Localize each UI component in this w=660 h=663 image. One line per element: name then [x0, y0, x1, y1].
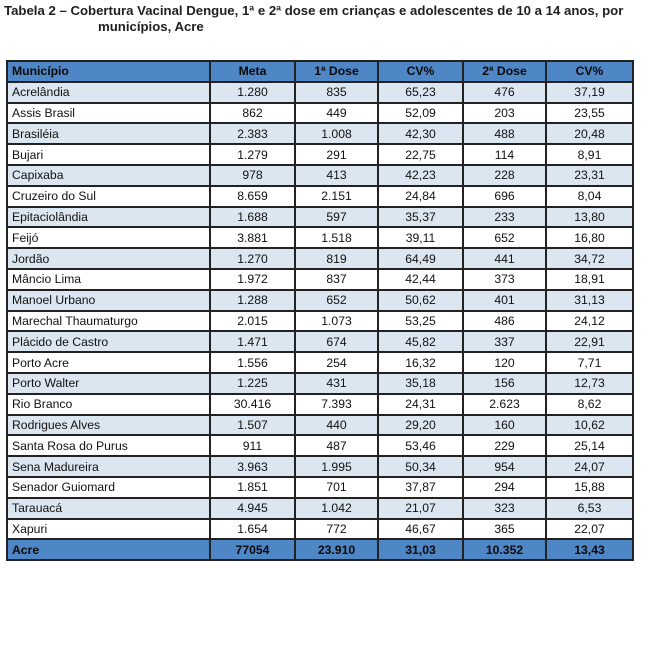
cell-municipio: Senador Guiomard — [7, 477, 210, 498]
cell-municipio: Manoel Urbano — [7, 290, 210, 311]
cell-meta: 30.416 — [210, 394, 295, 415]
table-row — [7, 435, 633, 456]
cell-dose-2: 652 — [463, 227, 546, 248]
cell-meta: 978 — [210, 165, 295, 186]
cell-meta: 3.881 — [210, 227, 295, 248]
total-cell-cv-1: 31,03 — [378, 539, 463, 560]
cell-dose-1: 431 — [295, 373, 378, 394]
cell-dose-1: 652 — [295, 290, 378, 311]
cell-municipio: Assis Brasil — [7, 103, 210, 124]
cell-dose-2: 114 — [463, 144, 546, 165]
cell-municipio: Bujari — [7, 144, 210, 165]
table-row — [7, 248, 633, 269]
cell-dose-2: 228 — [463, 165, 546, 186]
total-cell-dose-2: 10.352 — [463, 539, 546, 560]
cell-cv-1: 39,11 — [378, 227, 463, 248]
table-row — [7, 352, 633, 373]
cell-cv-1: 65,23 — [378, 82, 463, 103]
cell-dose-1: 674 — [295, 331, 378, 352]
cell-cv-1: 46,67 — [378, 519, 463, 540]
cell-cv-2: 24,12 — [546, 311, 633, 332]
cell-municipio: Feijó — [7, 227, 210, 248]
header-row — [7, 61, 633, 82]
caption-line-2: municípios, Acre — [98, 19, 204, 34]
cell-municipio: Tarauacá — [7, 498, 210, 519]
header-dose-2: 2ª Dose — [463, 61, 546, 82]
cell-meta: 8.659 — [210, 186, 295, 207]
cell-dose-2: 294 — [463, 477, 546, 498]
cell-cv-2: 8,04 — [546, 186, 633, 207]
caption-line-1: Tabela 2 – Cobertura Vacinal Dengue, 1ª e 2ª dose em crianças e adolescentes de 10 a 14 anos, por — [4, 3, 624, 18]
header-municipio: Município — [7, 61, 210, 82]
header-cv-2: CV% — [546, 61, 633, 82]
cell-cv-1: 37,87 — [378, 477, 463, 498]
table-row — [7, 394, 633, 415]
cell-cv-2: 8,91 — [546, 144, 633, 165]
header-cv-1: CV% — [378, 61, 463, 82]
table-row — [7, 311, 633, 332]
cell-dose-1: 487 — [295, 435, 378, 456]
cell-cv-1: 21,07 — [378, 498, 463, 519]
cell-municipio: Jordão — [7, 248, 210, 269]
cell-dose-2: 160 — [463, 415, 546, 436]
cell-cv-2: 7,71 — [546, 352, 633, 373]
cell-meta: 1.688 — [210, 207, 295, 228]
cell-cv-1: 52,09 — [378, 103, 463, 124]
cell-cv-2: 20,48 — [546, 123, 633, 144]
cell-dose-2: 401 — [463, 290, 546, 311]
table-row — [7, 415, 633, 436]
table-row — [7, 477, 633, 498]
cell-cv-1: 53,25 — [378, 311, 463, 332]
cell-dose-1: 837 — [295, 269, 378, 290]
cell-meta: 1.280 — [210, 82, 295, 103]
cell-cv-1: 42,44 — [378, 269, 463, 290]
cell-cv-2: 31,13 — [546, 290, 633, 311]
table-row — [7, 456, 633, 477]
table-row — [7, 269, 633, 290]
cell-cv-2: 8,62 — [546, 394, 633, 415]
cell-cv-1: 53,46 — [378, 435, 463, 456]
cell-dose-2: 954 — [463, 456, 546, 477]
table-row — [7, 123, 633, 144]
cell-meta: 2.015 — [210, 311, 295, 332]
cell-dose-2: 233 — [463, 207, 546, 228]
cell-municipio: Rodrigues Alves — [7, 415, 210, 436]
cell-cv-2: 22,91 — [546, 331, 633, 352]
table-caption — [4, 3, 644, 35]
cell-cv-1: 64,49 — [378, 248, 463, 269]
cell-cv-1: 45,82 — [378, 331, 463, 352]
cell-meta: 3.963 — [210, 456, 295, 477]
cell-dose-1: 413 — [295, 165, 378, 186]
cell-municipio: Rio Branco — [7, 394, 210, 415]
cell-municipio: Mâncio Lima — [7, 269, 210, 290]
cell-municipio: Porto Acre — [7, 352, 210, 373]
total-cell-cv-2: 13,43 — [546, 539, 633, 560]
total-cell-meta: 77054 — [210, 539, 295, 560]
cell-cv-2: 37,19 — [546, 82, 633, 103]
table-row — [7, 373, 633, 394]
cell-dose-2: 373 — [463, 269, 546, 290]
cell-cv-1: 29,20 — [378, 415, 463, 436]
cell-meta: 1.972 — [210, 269, 295, 290]
cell-cv-2: 13,80 — [546, 207, 633, 228]
cell-dose-2: 229 — [463, 435, 546, 456]
table-row — [7, 144, 633, 165]
table-row — [7, 103, 633, 124]
cell-meta: 862 — [210, 103, 295, 124]
cell-meta: 1.225 — [210, 373, 295, 394]
header-meta: Meta — [210, 61, 295, 82]
cell-dose-1: 701 — [295, 477, 378, 498]
table-row — [7, 331, 633, 352]
cell-dose-2: 337 — [463, 331, 546, 352]
cell-municipio: Porto Walter — [7, 373, 210, 394]
cell-cv-1: 24,31 — [378, 394, 463, 415]
cell-municipio: Brasiléia — [7, 123, 210, 144]
cell-dose-2: 476 — [463, 82, 546, 103]
cell-meta: 1.507 — [210, 415, 295, 436]
cell-municipio: Epitaciolândia — [7, 207, 210, 228]
table-row — [7, 186, 633, 207]
cell-dose-1: 440 — [295, 415, 378, 436]
cell-cv-2: 15,88 — [546, 477, 633, 498]
cell-meta: 1.471 — [210, 331, 295, 352]
cell-dose-1: 835 — [295, 82, 378, 103]
table-row — [7, 165, 633, 186]
cell-cv-2: 22,07 — [546, 519, 633, 540]
cell-meta: 2.383 — [210, 123, 295, 144]
cell-municipio: Capixaba — [7, 165, 210, 186]
cell-meta: 1.556 — [210, 352, 295, 373]
cell-dose-2: 156 — [463, 373, 546, 394]
cell-dose-1: 597 — [295, 207, 378, 228]
cell-cv-1: 42,23 — [378, 165, 463, 186]
cell-cv-2: 16,80 — [546, 227, 633, 248]
table-row — [7, 519, 633, 540]
cell-municipio: Xapuri — [7, 519, 210, 540]
cell-municipio: Santa Rosa do Purus — [7, 435, 210, 456]
total-row — [7, 539, 633, 560]
cell-dose-1: 2.151 — [295, 186, 378, 207]
cell-cv-2: 24,07 — [546, 456, 633, 477]
cell-dose-2: 441 — [463, 248, 546, 269]
cell-meta: 4.945 — [210, 498, 295, 519]
vaccination-coverage-table — [6, 60, 634, 561]
cell-dose-1: 1.042 — [295, 498, 378, 519]
cell-cv-2: 23,31 — [546, 165, 633, 186]
cell-dose-1: 291 — [295, 144, 378, 165]
total-cell-municipio: Acre — [7, 539, 210, 560]
cell-meta: 1.288 — [210, 290, 295, 311]
cell-dose-1: 254 — [295, 352, 378, 373]
cell-cv-1: 16,32 — [378, 352, 463, 373]
header-dose-1: 1ª Dose — [295, 61, 378, 82]
total-cell-dose-1: 23.910 — [295, 539, 378, 560]
table-row — [7, 498, 633, 519]
cell-dose-1: 819 — [295, 248, 378, 269]
cell-dose-2: 488 — [463, 123, 546, 144]
cell-municipio: Acrelândia — [7, 82, 210, 103]
cell-dose-2: 2.623 — [463, 394, 546, 415]
cell-cv-2: 18,91 — [546, 269, 633, 290]
cell-cv-1: 50,34 — [378, 456, 463, 477]
cell-cv-2: 25,14 — [546, 435, 633, 456]
cell-dose-1: 1.008 — [295, 123, 378, 144]
cell-meta: 911 — [210, 435, 295, 456]
cell-cv-2: 12,73 — [546, 373, 633, 394]
cell-dose-2: 696 — [463, 186, 546, 207]
cell-dose-2: 203 — [463, 103, 546, 124]
cell-cv-1: 24,84 — [378, 186, 463, 207]
cell-cv-2: 6,53 — [546, 498, 633, 519]
table-body — [7, 82, 633, 560]
cell-municipio: Plácido de Castro — [7, 331, 210, 352]
cell-meta: 1.270 — [210, 248, 295, 269]
cell-municipio: Marechal Thaumaturgo — [7, 311, 210, 332]
cell-meta: 1.279 — [210, 144, 295, 165]
cell-dose-1: 1.073 — [295, 311, 378, 332]
cell-dose-2: 365 — [463, 519, 546, 540]
table-row — [7, 290, 633, 311]
cell-cv-1: 42,30 — [378, 123, 463, 144]
cell-cv-1: 22,75 — [378, 144, 463, 165]
cell-cv-2: 34,72 — [546, 248, 633, 269]
cell-dose-2: 486 — [463, 311, 546, 332]
cell-dose-1: 1.518 — [295, 227, 378, 248]
cell-cv-1: 35,37 — [378, 207, 463, 228]
table-row — [7, 82, 633, 103]
table-row — [7, 207, 633, 228]
cell-dose-2: 120 — [463, 352, 546, 373]
cell-municipio: Cruzeiro do Sul — [7, 186, 210, 207]
cell-meta: 1.654 — [210, 519, 295, 540]
cell-cv-2: 23,55 — [546, 103, 633, 124]
cell-dose-1: 7.393 — [295, 394, 378, 415]
cell-municipio: Sena Madureira — [7, 456, 210, 477]
table-row — [7, 227, 633, 248]
cell-dose-2: 323 — [463, 498, 546, 519]
cell-cv-2: 10,62 — [546, 415, 633, 436]
cell-dose-1: 449 — [295, 103, 378, 124]
cell-meta: 1.851 — [210, 477, 295, 498]
cell-dose-1: 1.995 — [295, 456, 378, 477]
cell-cv-1: 35,18 — [378, 373, 463, 394]
cell-cv-1: 50,62 — [378, 290, 463, 311]
cell-dose-1: 772 — [295, 519, 378, 540]
